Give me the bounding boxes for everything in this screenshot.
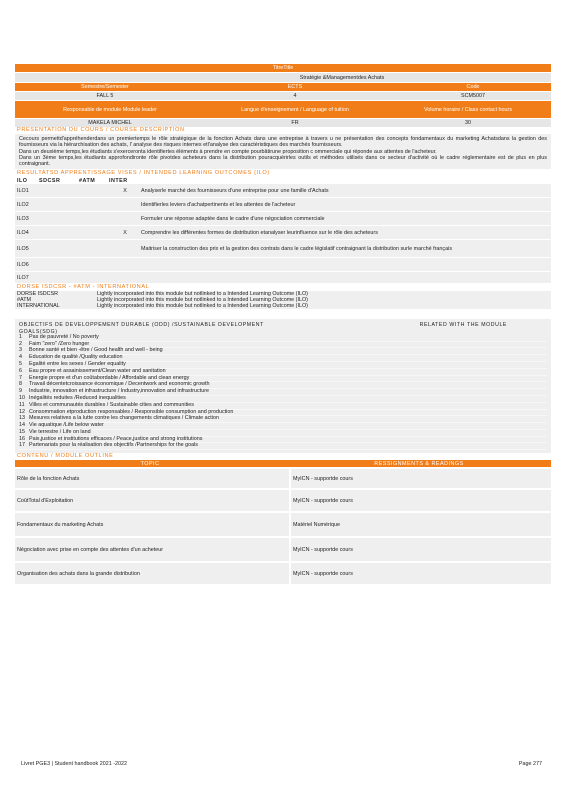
table-row [15, 469, 551, 490]
table-row [15, 513, 551, 538]
table-row [15, 272, 551, 284]
title-label: TitreTitle [272, 65, 294, 71]
table-row [15, 184, 551, 198]
sdg-text: Bonne santé et bien -être / Good health and well - being [29, 347, 163, 354]
meta2-value-row [15, 119, 551, 127]
footer-handbook-label: Livret PGE3 | Student handbook 2021 -2022 [21, 761, 127, 767]
syllabus-page [15, 64, 551, 586]
ilo-title: RESULTATSD APPRENTISSAGE VISES / INTENDED LEARNING OUTCOMES (ILO) [17, 170, 270, 177]
intl-text: Lightly incorporated into this module but notlinked to a Intended Learning Outcome (ILO) [97, 297, 308, 304]
content-header-row [15, 460, 551, 467]
responsible-value: MAKELA MICHEL [88, 120, 132, 126]
sdg-text: Vie terrestre / Life on land [29, 428, 91, 435]
sdg-number: 6 [19, 367, 22, 374]
code-label: Code [466, 84, 480, 90]
intl-label: DORSE ISDCSR [17, 291, 59, 298]
sdg-title: OBJECTIFS DE DEVELOPPEMENT DURABLE (ODD) /SUSTAINABLE DEVELOPMENT GOALS(SDG) [19, 322, 264, 335]
sdg-number: 7 [19, 374, 22, 381]
table-row [15, 490, 551, 513]
sdg-text: Eau propre et assainissement/Clean water and sanitation [29, 367, 166, 374]
intl-label: INTERNATIONAL [17, 303, 60, 310]
ilo-code: ILO7 [17, 274, 29, 281]
sdg-text: Travail décentetcroissance économique / Decentwork and economic growth [29, 381, 210, 388]
list-item [19, 335, 547, 342]
resource-cell: MyICN - supportde cours [291, 469, 551, 488]
hours-label: Volume horaire / Class contact hours [423, 106, 513, 113]
sdg-text: Consommation etproduction responsables / Responsible consumption and production [29, 408, 234, 415]
sdg-text: Paix,justice et institutions efficaces / Peace,justice and strong institutions [29, 435, 203, 442]
topic-header: TOPIC [140, 460, 160, 467]
course-description-text [15, 134, 551, 169]
international-table [15, 291, 551, 309]
sdg-text: Partenariats pour la réalisation des objectifs /Partnerships for the goals [29, 442, 198, 449]
meta-label-row [15, 83, 551, 91]
resource-cell: MyICN - supportde cours [291, 490, 551, 511]
content-table [15, 469, 551, 586]
sdg-number: 9 [19, 388, 22, 395]
topic-cell: Négociation avec prise en compte des attentes d'un acheteur [15, 538, 289, 561]
language-value: FR [291, 120, 299, 126]
ilo-text: Identifierles leviers d'achatpertinents et les attentes de l'acheteur [141, 201, 296, 208]
table-row [15, 212, 551, 226]
sdg-text: Education de qualité /Quality education [29, 354, 123, 361]
sdg-number: 8 [19, 381, 22, 388]
sdg-number: 17 [19, 442, 25, 449]
table-row [15, 303, 551, 309]
topic-cell: Rôle de la fonction Achats [15, 469, 289, 488]
language-label: Langue d'enseignement / Language of tuition [241, 106, 349, 113]
international-title: DORSE ISDCSR - #ATM - INTERNATIONAL [17, 284, 150, 291]
topic-cell: CoûtTotal d'Exploitation [15, 490, 289, 511]
sdg-text: Inégalités reduites /Reduced inequalities [29, 395, 126, 402]
page-footer [21, 761, 542, 767]
table-row [15, 198, 551, 212]
sdg-text: Mesures relatives a la lutte contre les changements climatiques / Climate action [29, 415, 219, 422]
ilo-table [15, 184, 551, 284]
sdg-text: Vie aquatique /Life below water [29, 422, 104, 429]
resource-cell: MyICN - supportde cours [291, 563, 551, 584]
ilo-mark: X [123, 187, 127, 194]
sdg-text: Energie propre et d'un coûtabordable / Affordable and clean energy [29, 374, 190, 381]
ects-label: ECTS [287, 84, 303, 90]
sdg-section [15, 319, 551, 453]
ilo-text [141, 277, 551, 279]
ilo-mark: X [123, 229, 127, 236]
responsible-label: Responsable de module Module leader [63, 106, 157, 113]
description-paragraph: Dans un deuxième temps,les étudiants s'exerceronta identifiertes éléments à prendre en compte pourbâtirune proposition c ommerciale qui réponde aux attentes de l'acheteur. [19, 148, 437, 155]
atm-col-header: #ATM [79, 177, 96, 184]
inter-col-header: INTER [109, 177, 128, 184]
resources-header: RESSIGNMENTS & READINGS [374, 460, 464, 467]
ilo-col-header: ILO [17, 177, 28, 184]
sdg-text: Egalité entre les sexes / Gender equality [29, 361, 126, 368]
intl-text: Lightly incorporated into this module but notlinked to a Intended Learning Outcome (ILO) [97, 291, 308, 298]
description-paragraph: Cecours permettd'appréhenderdans un premiertemps le rôle stratégique de la fonction Achats dans une entreprise à travers u ne présentation des concepts fondamentaux du marketing Achatsdans la gestion des fournisseurs via la hiérarchisation des achats, l' analyse des risques internes etl'analyse des caractéristiques des marchés fournisseurs. [19, 136, 547, 149]
ilo-text: Maitriser la construction des prix et la gestion des contrats dans le cadre législatif contraignant la distribution surle marché français [141, 245, 453, 252]
intl-text: Lightly incorporated into this module but notlinked to a Intended Learning Outcome (ILO) [97, 303, 308, 310]
table-row [15, 226, 551, 240]
ilo-code: ILO6 [17, 261, 29, 268]
resource-cell: Matériel Numérique [291, 513, 551, 536]
code-value: SCM5007 [461, 93, 485, 99]
sdg-text: Industrie, innovation et infrastructure / Industry,innovation and infrastructure [29, 388, 209, 395]
sdg-number: 1 [19, 333, 22, 340]
hours-value: 30 [465, 120, 471, 126]
sdcsr-col-header: SDCSR [39, 177, 61, 184]
table-row [15, 538, 551, 563]
meta2-label-row [15, 101, 551, 118]
sdg-related-header: RELATED WITH THE MODULE [419, 322, 507, 329]
course-title: Stratégie &Managementdes Achats [299, 74, 385, 81]
sdg-text: Faim "zero" /Zero hunger [29, 340, 90, 347]
semester-value: FALL 5 [96, 93, 114, 99]
title-label-row [15, 64, 551, 72]
ects-value: 4 [293, 93, 297, 99]
course-description-title: PRESENTATION DU COURS / COURSE DESCRIPTION [17, 127, 185, 133]
sdg-number: 3 [19, 347, 22, 354]
list-item [19, 443, 547, 450]
ilo-code: ILO2 [17, 201, 29, 208]
sdg-number: 15 [19, 428, 25, 435]
content-title: CONTENU / MODULE OUTLINE [17, 453, 114, 460]
sdg-text: Villes et communautés durables / Sustainable cities and communities [29, 401, 194, 408]
resource-cell: MyICN - supportde cours [291, 538, 551, 561]
sdg-number: 16 [19, 435, 25, 442]
sdg-number: 11 [19, 401, 25, 408]
page-number: Page 277 [518, 761, 542, 767]
ilo-text: Comprendre les différentes formes de distribution etanalyser leurinfluence sur le rôle des acheteurs [141, 229, 378, 236]
sdg-number: 2 [19, 340, 22, 347]
semester-label: Semestre/Semester [81, 84, 129, 90]
sdg-number: 10 [19, 395, 25, 402]
ilo-code: ILO5 [17, 245, 29, 252]
ilo-code: ILO4 [17, 229, 29, 236]
topic-cell: Fondamentaux du marketing Achats [15, 513, 289, 536]
ilo-code: ILO1 [17, 187, 29, 194]
sdg-text: Pas de pauvreté / No poverty [29, 333, 99, 340]
table-row [15, 258, 551, 272]
sdg-number: 14 [19, 422, 25, 429]
sdg-list [19, 335, 547, 450]
list-item [19, 423, 547, 430]
ilo-code: ILO3 [17, 215, 29, 222]
meta-value-row [15, 92, 551, 100]
topic-cell: Organisation des achats dans la grande distribution [15, 563, 289, 584]
description-paragraph: Dans un 3ème temps,les étudiants approfondironte rôle pivotdes acheteurs dans la distribution pouracquérirles outils et méthodes utilisés dans ce secteur d'activité où le cadre réglementaire est de plus en plus contraignant. [19, 154, 547, 168]
ilo-text: Formuler une réponse adaptée dans le cadre d'une négociation commerciale [141, 215, 325, 222]
intl-label: #ATM [17, 297, 31, 304]
table-row [15, 563, 551, 586]
table-row [15, 240, 551, 258]
sdg-number: 13 [19, 415, 25, 422]
ilo-header-row [15, 177, 551, 184]
ilo-text: Analyserle marché des fournisseurs d'une entreprise pour une famille d'Achats [141, 187, 329, 194]
sdg-number: 4 [19, 354, 22, 361]
sdg-number: 12 [19, 408, 25, 415]
sdg-number: 5 [19, 361, 22, 368]
title-value-row [15, 73, 551, 82]
ilo-text [141, 264, 551, 266]
